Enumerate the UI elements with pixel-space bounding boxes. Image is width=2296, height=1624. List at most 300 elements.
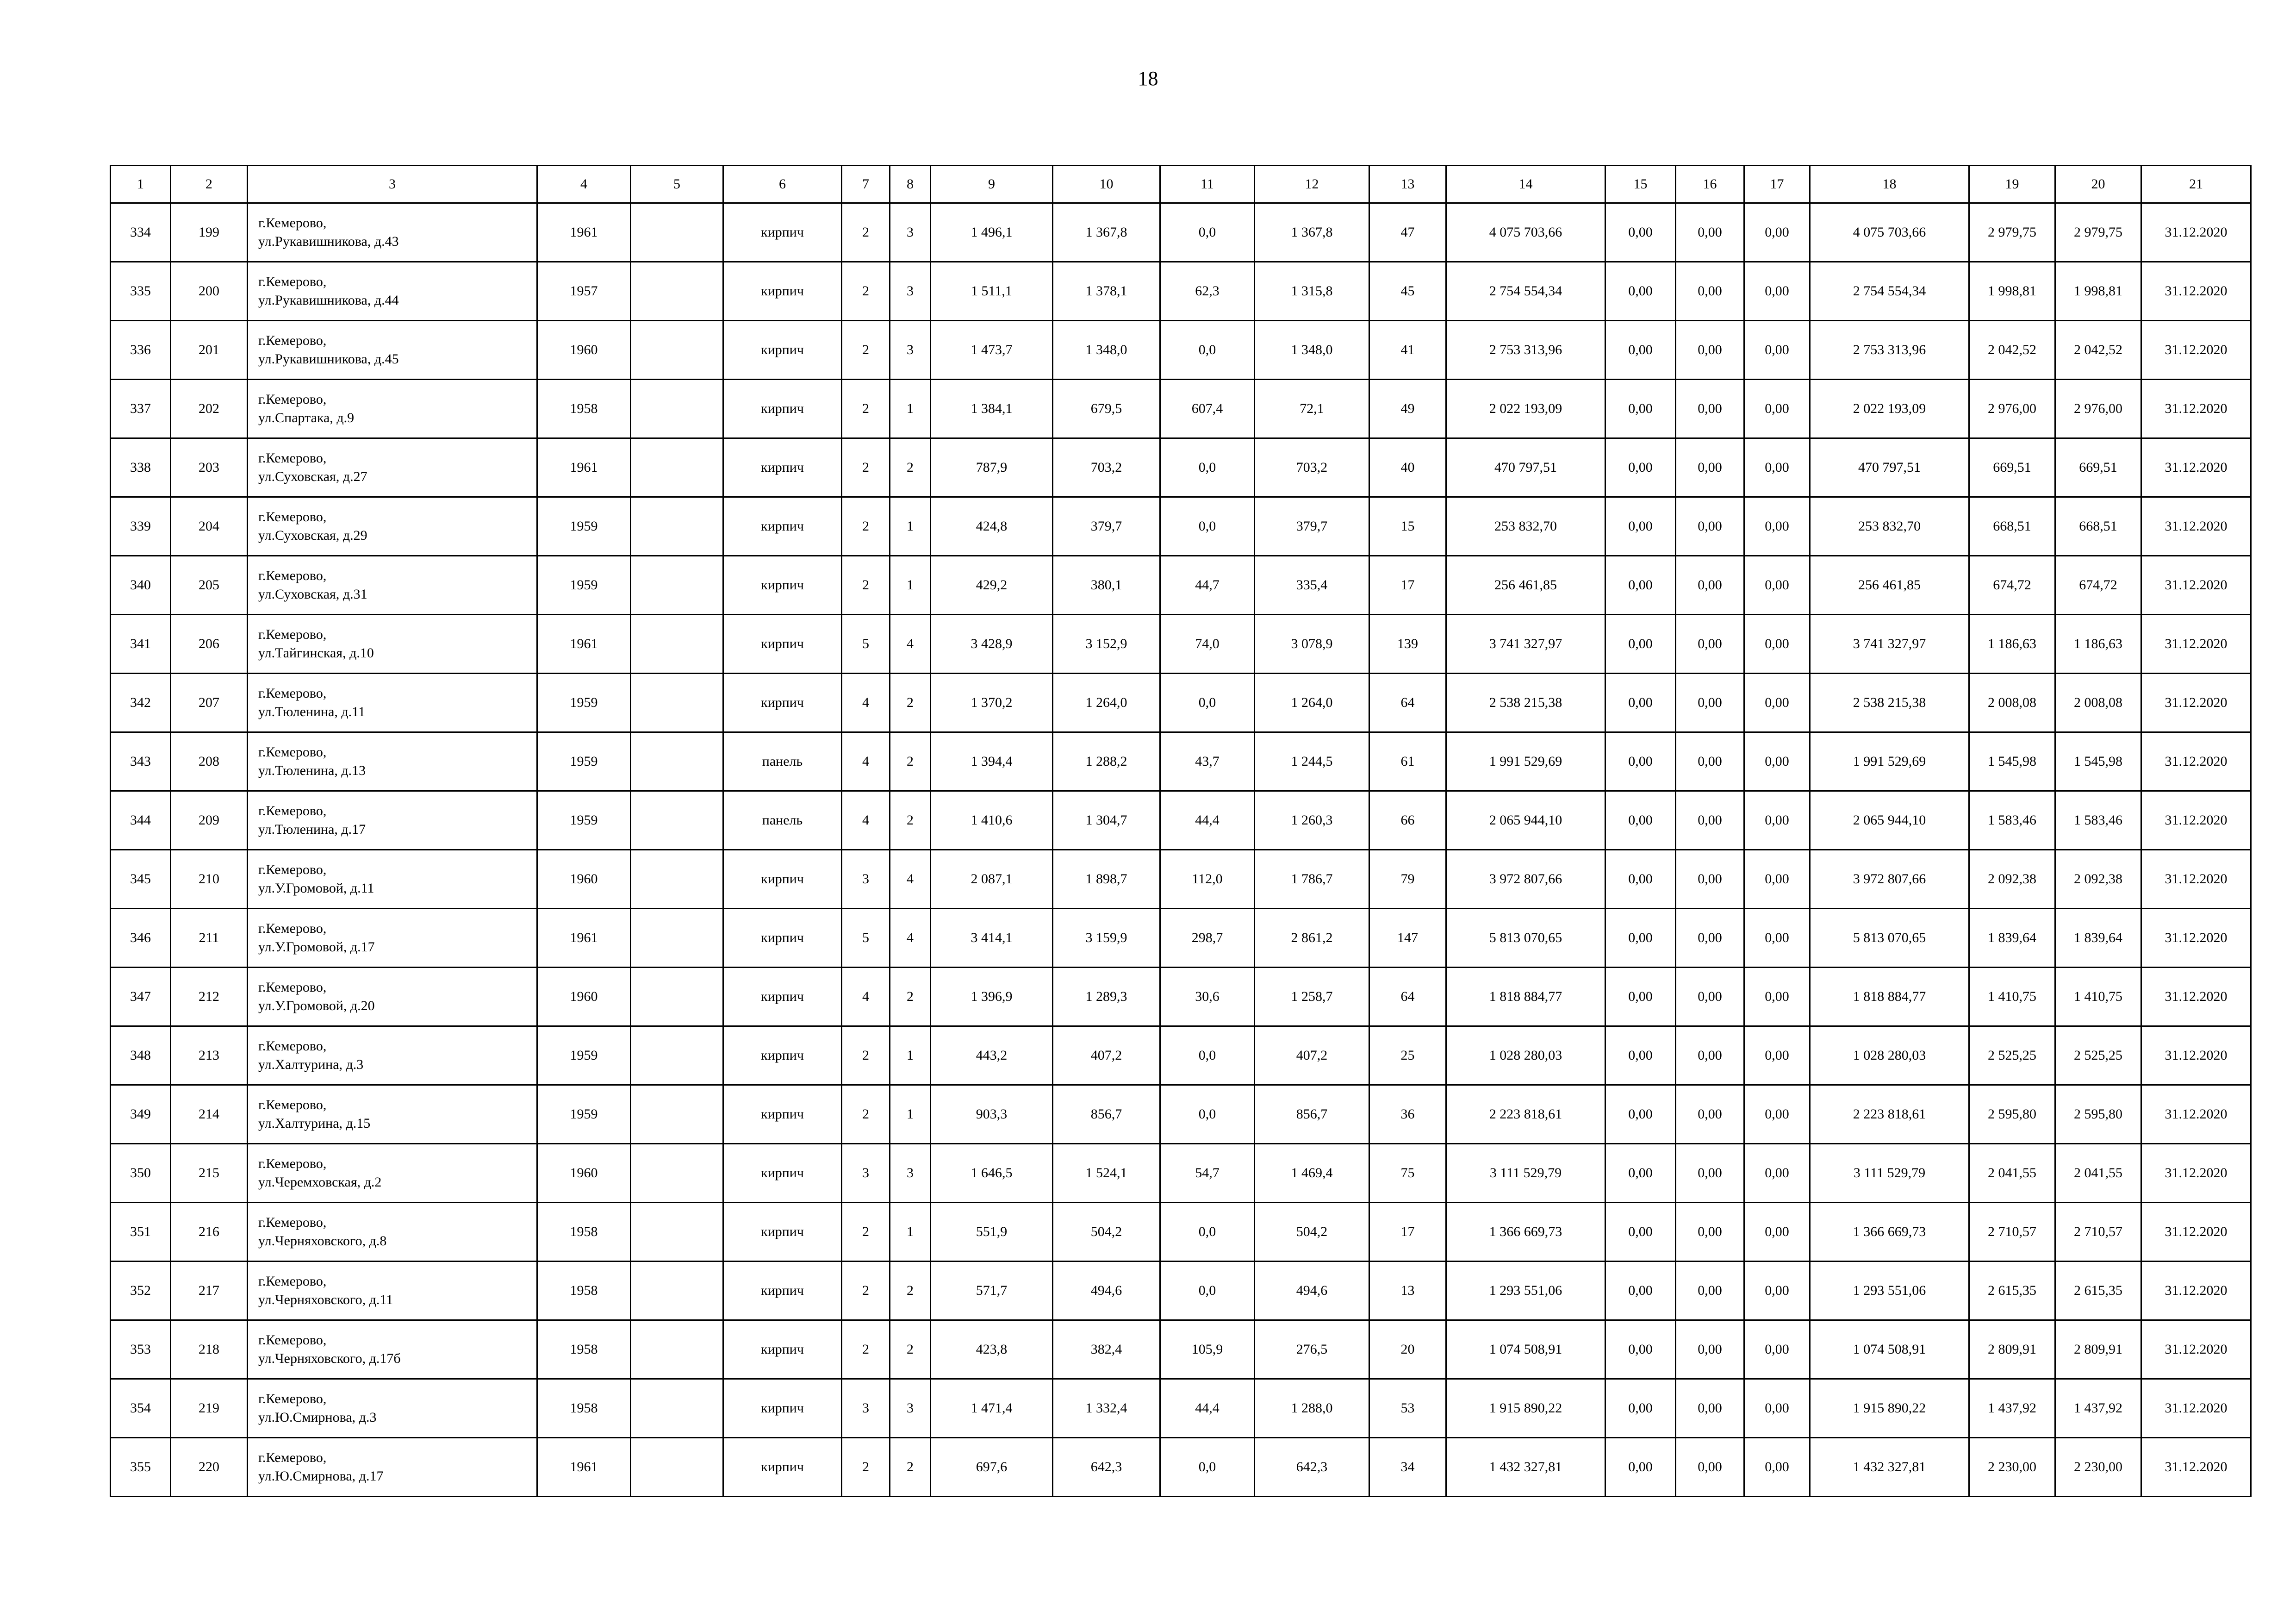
cell-col-18: 3 972 807,66 [1810,850,1969,909]
cell-col-16: 0,00 [1676,909,1744,968]
cell-col-19: 2 595,80 [1969,1085,2055,1144]
cell-col-5 [631,615,723,674]
cell-col-6: кирпич [723,968,842,1026]
cell-col-12: 1 469,4 [1255,1144,1369,1203]
column-number-header: 16 [1676,166,1744,203]
cell-col-11: 74,0 [1160,615,1255,674]
cell-col-18: 1 028 280,03 [1810,1026,1969,1085]
cell-col-12: 1 260,3 [1255,791,1369,850]
column-number-header: 12 [1255,166,1369,203]
cell-col-1: 334 [111,203,171,262]
cell-col-17: 0,00 [1744,556,1810,615]
cell-col-9: 787,9 [931,438,1053,497]
cell-col-9: 3 428,9 [931,615,1053,674]
cell-col-13: 20 [1369,1320,1446,1379]
cell-col-13: 36 [1369,1085,1446,1144]
column-number-header: 1 [111,166,171,203]
column-number-header: 10 [1053,166,1160,203]
cell-col-16: 0,00 [1676,791,1744,850]
cell-col-10: 1 367,8 [1053,203,1160,262]
cell-col-15: 0,00 [1605,380,1676,438]
cell-col-21: 31.12.2020 [2141,1320,2251,1379]
cell-col-14: 1 991 529,69 [1446,732,1605,791]
cell-col-8: 2 [890,1320,931,1379]
cell-col-20: 2 976,00 [2055,380,2141,438]
cell-col-4: 1961 [537,615,631,674]
column-number-header: 8 [890,166,931,203]
cell-col-11: 0,0 [1160,1026,1255,1085]
cell-col-18: 253 832,70 [1810,497,1969,556]
cell-col-7: 3 [842,1144,890,1203]
cell-col-14: 2 753 313,96 [1446,321,1605,380]
cell-col-15: 0,00 [1605,1085,1676,1144]
cell-col-16: 0,00 [1676,1438,1744,1497]
cell-col-4: 1958 [537,1320,631,1379]
cell-col-12: 494,6 [1255,1262,1369,1320]
cell-col-12: 407,2 [1255,1026,1369,1085]
cell-col-12: 72,1 [1255,380,1369,438]
cell-col-16: 0,00 [1676,674,1744,732]
cell-col-20: 2 041,55 [2055,1144,2141,1203]
address-cell [248,438,537,497]
cell-col-14: 2 065 944,10 [1446,791,1605,850]
cell-col-1: 344 [111,791,171,850]
cell-col-15: 0,00 [1605,850,1676,909]
cell-col-15: 0,00 [1605,321,1676,380]
address-street: ул.Тюленина, д.11 [258,704,366,719]
address-cell [248,1379,537,1438]
cell-col-16: 0,00 [1676,203,1744,262]
cell-col-13: 45 [1369,262,1446,321]
address-street: ул.У.Громовой, д.11 [258,881,374,896]
cell-col-11: 0,0 [1160,674,1255,732]
cell-col-19: 2 092,38 [1969,850,2055,909]
address-street: ул.У.Громовой, д.20 [258,998,375,1013]
address-cell [248,968,537,1026]
cell-col-13: 34 [1369,1438,1446,1497]
cell-col-7: 2 [842,1262,890,1320]
cell-col-6: кирпич [723,1026,842,1085]
cell-col-6: кирпич [723,615,842,674]
column-number-header: 14 [1446,166,1605,203]
cell-col-14: 3 972 807,66 [1446,850,1605,909]
cell-col-7: 2 [842,1320,890,1379]
cell-col-7: 5 [842,615,890,674]
cell-col-19: 2 230,00 [1969,1438,2055,1497]
cell-col-4: 1961 [537,203,631,262]
cell-col-16: 0,00 [1676,1144,1744,1203]
cell-col-14: 2 223 818,61 [1446,1085,1605,1144]
cell-col-5 [631,321,723,380]
cell-col-21: 31.12.2020 [2141,968,2251,1026]
cell-col-21: 31.12.2020 [2141,615,2251,674]
cell-col-10: 382,4 [1053,1320,1160,1379]
address-street: ул.Суховская, д.27 [258,469,367,484]
cell-col-1: 349 [111,1085,171,1144]
cell-col-16: 0,00 [1676,1379,1744,1438]
cell-col-2: 199 [171,203,248,262]
cell-col-14: 3 741 327,97 [1446,615,1605,674]
cell-col-20: 2 615,35 [2055,1262,2141,1320]
cell-col-19: 1 839,64 [1969,909,2055,968]
cell-col-12: 1 315,8 [1255,262,1369,321]
cell-col-2: 208 [171,732,248,791]
cell-col-21: 31.12.2020 [2141,850,2251,909]
cell-col-6: кирпич [723,1320,842,1379]
cell-col-4: 1959 [537,791,631,850]
cell-col-8: 2 [890,791,931,850]
cell-col-8: 2 [890,674,931,732]
cell-col-8: 1 [890,1026,931,1085]
address-city: г.Кемерово, [258,1391,327,1406]
cell-col-2: 200 [171,262,248,321]
address-city: г.Кемерово, [258,980,327,995]
table-row [111,968,2251,1026]
cell-col-15: 0,00 [1605,909,1676,968]
cell-col-18: 1 915 890,22 [1810,1379,1969,1438]
cell-col-9: 571,7 [931,1262,1053,1320]
table-row [111,909,2251,968]
cell-col-14: 1 432 327,81 [1446,1438,1605,1497]
cell-col-8: 2 [890,1438,931,1497]
cell-col-4: 1959 [537,497,631,556]
cell-col-6: панель [723,732,842,791]
cell-col-17: 0,00 [1744,909,1810,968]
cell-col-6: кирпич [723,1203,842,1262]
cell-col-17: 0,00 [1744,1144,1810,1203]
cell-col-20: 2 008,08 [2055,674,2141,732]
cell-col-1: 348 [111,1026,171,1085]
cell-col-1: 347 [111,968,171,1026]
table-row [111,438,2251,497]
cell-col-9: 903,3 [931,1085,1053,1144]
cell-col-17: 0,00 [1744,791,1810,850]
cell-col-10: 679,5 [1053,380,1160,438]
cell-col-17: 0,00 [1744,262,1810,321]
cell-col-8: 2 [890,968,931,1026]
cell-col-13: 17 [1369,556,1446,615]
cell-col-7: 2 [842,262,890,321]
address-cell [248,262,537,321]
cell-col-20: 1 545,98 [2055,732,2141,791]
cell-col-15: 0,00 [1605,1262,1676,1320]
cell-col-4: 1959 [537,1085,631,1144]
column-number-header: 9 [931,166,1053,203]
cell-col-14: 1 293 551,06 [1446,1262,1605,1320]
cell-col-14: 1 818 884,77 [1446,968,1605,1026]
cell-col-5 [631,1320,723,1379]
cell-col-5 [631,1262,723,1320]
column-number-header: 21 [2141,166,2251,203]
cell-col-1: 352 [111,1262,171,1320]
cell-col-13: 64 [1369,968,1446,1026]
cell-col-12: 2 861,2 [1255,909,1369,968]
cell-col-13: 47 [1369,203,1446,262]
column-number-header: 2 [171,166,248,203]
column-number-header: 5 [631,166,723,203]
cell-col-19: 2 976,00 [1969,380,2055,438]
cell-col-14: 5 813 070,65 [1446,909,1605,968]
cell-col-15: 0,00 [1605,1379,1676,1438]
cell-col-8: 2 [890,438,931,497]
cell-col-6: кирпич [723,850,842,909]
cell-col-12: 379,7 [1255,497,1369,556]
cell-col-21: 31.12.2020 [2141,909,2251,968]
cell-col-15: 0,00 [1605,438,1676,497]
cell-col-1: 343 [111,732,171,791]
cell-col-1: 350 [111,1144,171,1203]
cell-col-12: 1 367,8 [1255,203,1369,262]
page-number: 18 [1138,67,1158,90]
cell-col-10: 1 289,3 [1053,968,1160,1026]
cell-col-4: 1959 [537,674,631,732]
cell-col-10: 407,2 [1053,1026,1160,1085]
cell-col-20: 674,72 [2055,556,2141,615]
address-cell [248,1026,537,1085]
cell-col-5 [631,732,723,791]
cell-col-9: 423,8 [931,1320,1053,1379]
cell-col-8: 1 [890,497,931,556]
cell-col-14: 256 461,85 [1446,556,1605,615]
address-cell [248,1203,537,1262]
cell-col-10: 703,2 [1053,438,1160,497]
table-row [111,556,2251,615]
cell-col-19: 1 186,63 [1969,615,2055,674]
cell-col-19: 1 410,75 [1969,968,2055,1026]
cell-col-6: кирпич [723,1262,842,1320]
table-row [111,380,2251,438]
cell-col-16: 0,00 [1676,732,1744,791]
cell-col-21: 31.12.2020 [2141,1026,2251,1085]
address-city: г.Кемерово, [258,1332,327,1348]
cell-col-9: 551,9 [931,1203,1053,1262]
cell-col-21: 31.12.2020 [2141,380,2251,438]
cell-col-2: 206 [171,615,248,674]
cell-col-7: 4 [842,968,890,1026]
table-row [111,850,2251,909]
cell-col-18: 5 813 070,65 [1810,909,1969,968]
cell-col-7: 4 [842,674,890,732]
cell-col-21: 31.12.2020 [2141,497,2251,556]
cell-col-10: 3 152,9 [1053,615,1160,674]
cell-col-17: 0,00 [1744,497,1810,556]
cell-col-10: 1 898,7 [1053,850,1160,909]
cell-col-21: 31.12.2020 [2141,438,2251,497]
cell-col-14: 2 754 554,34 [1446,262,1605,321]
cell-col-20: 1 410,75 [2055,968,2141,1026]
cell-col-4: 1960 [537,968,631,1026]
cell-col-1: 336 [111,321,171,380]
cell-col-13: 41 [1369,321,1446,380]
cell-col-18: 4 075 703,66 [1810,203,1969,262]
cell-col-21: 31.12.2020 [2141,791,2251,850]
table-row [111,1085,2251,1144]
cell-col-13: 66 [1369,791,1446,850]
cell-col-13: 40 [1369,438,1446,497]
address-city: г.Кемерово, [258,274,327,289]
cell-col-14: 1 074 508,91 [1446,1320,1605,1379]
table-row [111,203,2251,262]
cell-col-8: 1 [890,556,931,615]
cell-col-17: 0,00 [1744,850,1810,909]
address-city: г.Кемерово, [258,392,327,407]
cell-col-21: 31.12.2020 [2141,321,2251,380]
cell-col-16: 0,00 [1676,1320,1744,1379]
cell-col-6: кирпич [723,203,842,262]
cell-col-10: 1 378,1 [1053,262,1160,321]
address-cell [248,909,537,968]
address-cell [248,1085,537,1144]
cell-col-16: 0,00 [1676,497,1744,556]
address-cell [248,203,537,262]
address-street: ул.Черняховского, д.17б [258,1351,401,1366]
cell-col-6: кирпич [723,380,842,438]
address-street: ул.Халтурина, д.15 [258,1116,371,1131]
cell-col-10: 380,1 [1053,556,1160,615]
column-number-header: 11 [1160,166,1255,203]
cell-col-20: 668,51 [2055,497,2141,556]
cell-col-20: 2 042,52 [2055,321,2141,380]
cell-col-8: 4 [890,909,931,968]
address-cell [248,380,537,438]
cell-col-17: 0,00 [1744,1203,1810,1262]
cell-col-20: 1 583,46 [2055,791,2141,850]
cell-col-20: 2 230,00 [2055,1438,2141,1497]
cell-col-8: 3 [890,1144,931,1203]
column-number-header: 3 [248,166,537,203]
cell-col-13: 13 [1369,1262,1446,1320]
cell-col-13: 17 [1369,1203,1446,1262]
cell-col-15: 0,00 [1605,556,1676,615]
cell-col-11: 105,9 [1160,1320,1255,1379]
cell-col-2: 215 [171,1144,248,1203]
cell-col-12: 703,2 [1255,438,1369,497]
address-cell [248,556,537,615]
cell-col-1: 355 [111,1438,171,1497]
cell-col-11: 0,0 [1160,497,1255,556]
table-row [111,674,2251,732]
cell-col-16: 0,00 [1676,1262,1744,1320]
cell-col-10: 3 159,9 [1053,909,1160,968]
cell-col-17: 0,00 [1744,615,1810,674]
cell-col-5 [631,1085,723,1144]
cell-col-12: 1 264,0 [1255,674,1369,732]
cell-col-15: 0,00 [1605,968,1676,1026]
cell-col-15: 0,00 [1605,674,1676,732]
cell-col-16: 0,00 [1676,438,1744,497]
cell-col-7: 3 [842,1379,890,1438]
address-cell [248,1320,537,1379]
cell-col-19: 2 809,91 [1969,1320,2055,1379]
address-street: ул.Рукавишникова, д.43 [258,234,399,249]
cell-col-8: 2 [890,732,931,791]
cell-col-4: 1961 [537,909,631,968]
cell-col-21: 31.12.2020 [2141,1438,2251,1497]
address-city: г.Кемерово, [258,509,327,525]
address-street: ул.Ю.Смирнова, д.3 [258,1410,377,1425]
cell-col-20: 2 525,25 [2055,1026,2141,1085]
cell-col-15: 0,00 [1605,1203,1676,1262]
cell-col-2: 213 [171,1026,248,1085]
cell-col-8: 3 [890,262,931,321]
cell-col-14: 253 832,70 [1446,497,1605,556]
cell-col-12: 1 348,0 [1255,321,1369,380]
cell-col-15: 0,00 [1605,262,1676,321]
cell-col-19: 2 979,75 [1969,203,2055,262]
cell-col-5 [631,909,723,968]
cell-col-19: 2 041,55 [1969,1144,2055,1203]
cell-col-20: 2 092,38 [2055,850,2141,909]
cell-col-16: 0,00 [1676,968,1744,1026]
cell-col-4: 1958 [537,380,631,438]
cell-col-8: 3 [890,321,931,380]
cell-col-17: 0,00 [1744,1262,1810,1320]
cell-col-6: кирпич [723,556,842,615]
cell-col-10: 504,2 [1053,1203,1160,1262]
cell-col-5 [631,1438,723,1497]
cell-col-13: 64 [1369,674,1446,732]
cell-col-12: 3 078,9 [1255,615,1369,674]
cell-col-6: кирпич [723,438,842,497]
cell-col-5 [631,556,723,615]
address-street: ул.Рукавишникова, д.45 [258,351,399,367]
cell-col-21: 31.12.2020 [2141,1379,2251,1438]
cell-col-15: 0,00 [1605,497,1676,556]
cell-col-9: 1 471,4 [931,1379,1053,1438]
cell-col-1: 339 [111,497,171,556]
cell-col-17: 0,00 [1744,1026,1810,1085]
cell-col-13: 61 [1369,732,1446,791]
cell-col-4: 1961 [537,1438,631,1497]
cell-col-19: 1 437,92 [1969,1379,2055,1438]
table-row [111,1144,2251,1203]
cell-col-2: 210 [171,850,248,909]
cell-col-9: 1 646,5 [931,1144,1053,1203]
address-cell [248,1438,537,1497]
cell-col-19: 2 615,35 [1969,1262,2055,1320]
address-cell [248,1144,537,1203]
cell-col-12: 335,4 [1255,556,1369,615]
cell-col-11: 0,0 [1160,438,1255,497]
cell-col-11: 30,6 [1160,968,1255,1026]
cell-col-21: 31.12.2020 [2141,556,2251,615]
cell-col-1: 341 [111,615,171,674]
cell-col-7: 2 [842,1026,890,1085]
cell-col-7: 2 [842,1438,890,1497]
cell-col-7: 4 [842,732,890,791]
cell-col-12: 1 244,5 [1255,732,1369,791]
cell-col-6: кирпич [723,1085,842,1144]
address-city: г.Кемерово, [258,1038,327,1054]
cell-col-9: 1 496,1 [931,203,1053,262]
cell-col-2: 203 [171,438,248,497]
cell-col-11: 0,0 [1160,321,1255,380]
cell-col-1: 342 [111,674,171,732]
cell-col-13: 75 [1369,1144,1446,1203]
cell-col-17: 0,00 [1744,968,1810,1026]
cell-col-7: 2 [842,321,890,380]
cell-col-20: 2 809,91 [2055,1320,2141,1379]
address-cell [248,674,537,732]
cell-col-9: 1 384,1 [931,380,1053,438]
cell-col-10: 494,6 [1053,1262,1160,1320]
cell-col-8: 2 [890,1262,931,1320]
column-number-header: 6 [723,166,842,203]
cell-col-4: 1958 [537,1379,631,1438]
cell-col-4: 1958 [537,1262,631,1320]
cell-col-9: 429,2 [931,556,1053,615]
cell-col-16: 0,00 [1676,615,1744,674]
